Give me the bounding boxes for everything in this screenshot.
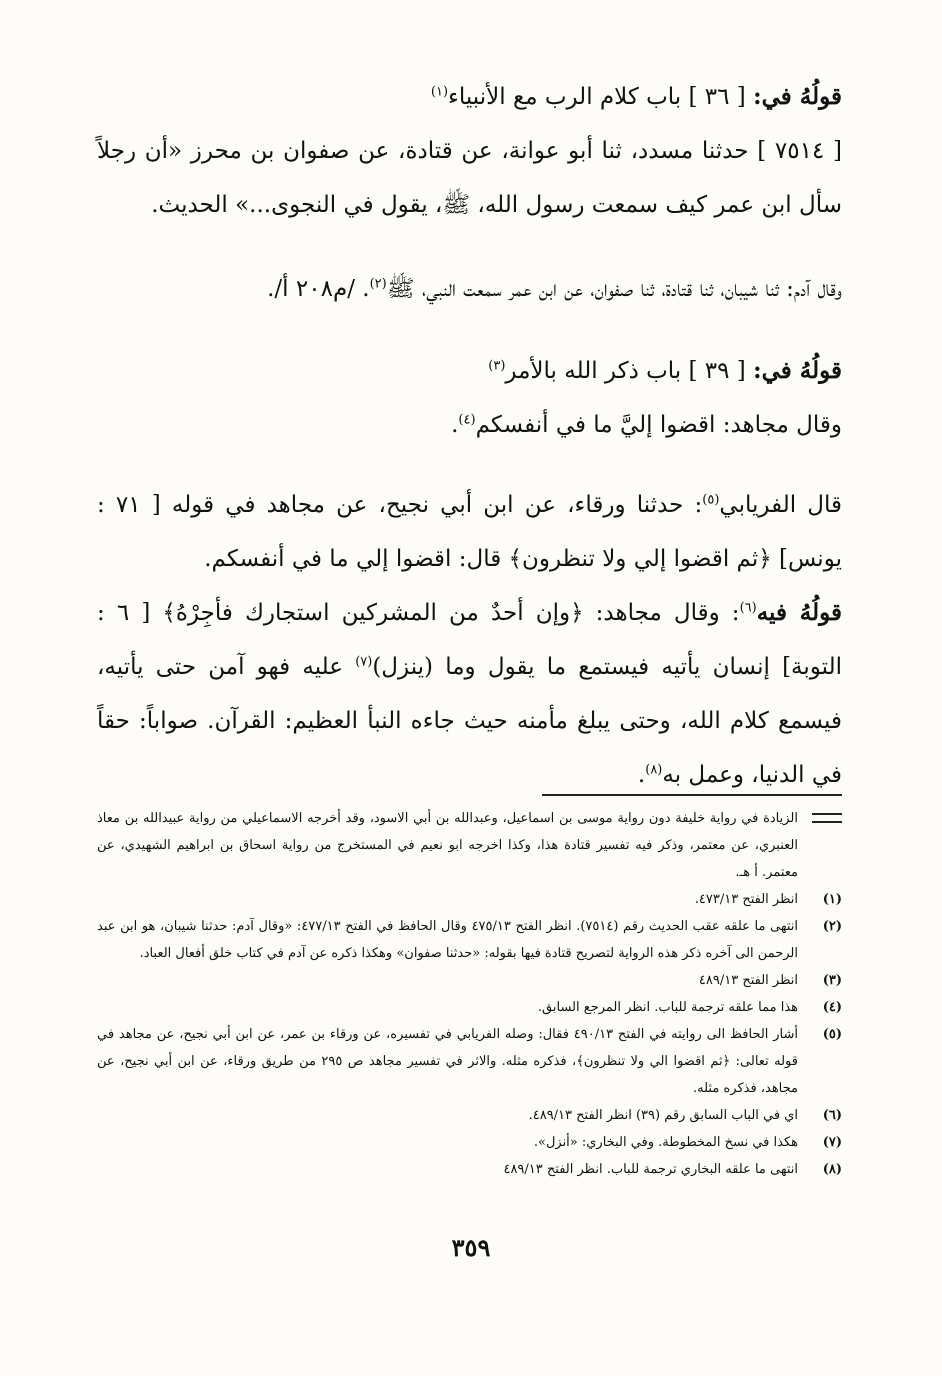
heading-label: قولُهُ في: bbox=[753, 357, 842, 384]
footnote-text: انتهى ما علقه البخاري ترجمة للباب. انظر الفتح ٤٨٩/١٣ bbox=[503, 1162, 798, 1177]
heading-text: [ ٣٩ ] باب ذكر الله بالأمر bbox=[505, 358, 754, 384]
page-number: ٣٥٩ bbox=[451, 1233, 491, 1262]
narration-text: : حدثنا ورقاء، عن ابن أبي نجيح، عن مجاهد في قوله [ ٧١ : يونس] ﴿ثم اقضوا إلي ولا تنظرون﴾ قال: اقضوا إلي ما في أنفسكم. bbox=[97, 492, 842, 572]
footnote-ref: (٦) bbox=[739, 600, 757, 616]
footnote-ref: (١) bbox=[430, 84, 449, 100]
footnote-text: أشار الحافظ الى روايته في الفتح ٤٩٠/١٣ فقال: وصله الفريابي في تفسيره، عن ورقاء بن عمر، عن ابن أبي نجيح، عن مجاهد في قوله تعالى: ﴿ثم اقضوا الي ولا تنظرون﴾، فذكره مثله. والاثر في تفسير مجاهد ص ٢٩٥ من طريق ورقاء، عن ابن أبي نجيح، عن مجاهد، فذكره مثله. bbox=[97, 1027, 798, 1096]
footnote-separator bbox=[542, 794, 842, 796]
footnote-8 bbox=[97, 1156, 842, 1183]
footnote-3 bbox=[97, 967, 842, 994]
narrator: قال الفريابي bbox=[719, 492, 842, 518]
heading-text: [ ٣٦ ] باب كلام الرب مع الأنبياء bbox=[448, 84, 754, 110]
footnote-ref: (٧) bbox=[355, 654, 373, 670]
footnote-ref: (٢) bbox=[369, 276, 387, 292]
commentary-text: : وقال مجاهد: ﴿وإن أحدٌ من المشركين استجارك فأجِرْهُ﴾ [ ٦ : التوبة] إنسان يأتيه فيستمع ما يقول وما (ينزل) bbox=[97, 600, 843, 680]
footnote-intro bbox=[97, 805, 842, 886]
footnote-number: (٦) bbox=[822, 1108, 842, 1123]
footnote-7 bbox=[97, 1129, 842, 1156]
statement-text: وقال مجاهد: اقضوا إليَّ ما في أنفسكم bbox=[475, 412, 842, 438]
main-text bbox=[97, 70, 842, 802]
commentary-text-cont: عليه فهو آمن حتى يأتيه، فيسمع كلام الله، وحتى يبلغ مأمنه حيث جاءه النبأ العظيم: القرآن. صواباً: حقاً في الدنيا، وعمل به bbox=[97, 654, 842, 788]
footnote-2 bbox=[97, 913, 842, 967]
punctuation: . bbox=[451, 412, 459, 438]
footnotes bbox=[97, 805, 842, 1183]
footnote-6 bbox=[97, 1102, 842, 1129]
footnote-ref: (٨) bbox=[645, 762, 663, 778]
footnote-number: (٨) bbox=[822, 1162, 842, 1177]
footnote-text: اي في الباب السابق رقم (٣٩) انظر الفتح ٤٨٩/١٣. bbox=[528, 1108, 798, 1123]
chapter-heading-39 bbox=[97, 344, 842, 398]
footnote-text: انظر الفتح ٤٧٣/١٣. bbox=[694, 892, 798, 907]
heading-label: قولُهُ فيه bbox=[756, 599, 842, 626]
narration-text: وقال آدم: ثنا شيبان، ثنا قتادة، ثنا صفوان، عن ابن عمر سمعت النبي، ﷺ bbox=[386, 276, 842, 302]
footnote-text: هكذا في نسخ المخطوطة. وفي البخاري: «أنزل». bbox=[533, 1135, 798, 1150]
footnote-number: (٢) bbox=[822, 919, 842, 934]
footnote-1 bbox=[97, 886, 842, 913]
mujahid-statement bbox=[97, 398, 842, 452]
hadith-7514: [ ٧٥١٤ ] حدثنا مسدد، ثنا أبو عوانة، عن قتادة، عن صفوان بن محرز «أن رجلاً سأل ابن عمر كيف سمعت رسول الله، ﷺ، يقول في النجوى...» الحديث. bbox=[97, 138, 842, 218]
chapter-heading-36 bbox=[97, 70, 842, 124]
footnote-text: انظر الفتح ٤٨٩/١٣ bbox=[698, 973, 798, 988]
footnote-number: (١) bbox=[822, 892, 842, 907]
footnote-ref: (٥) bbox=[702, 492, 720, 508]
adam-narration bbox=[97, 262, 842, 316]
footnote-ref: (٣) bbox=[488, 358, 506, 374]
firyabi-narration bbox=[97, 478, 842, 586]
footnote-ref: (٤) bbox=[458, 412, 476, 428]
footnote-text: الزيادة في رواية خليفة دون رواية موسى بن اسماعيل، وعبدالله بن أبي الاسود، وقد أخرجه الاسماعيلي من رواية عبيدالله بن معاذ العنبري، عن معتمر، وذكر فيه تفسير قتادة هذا، وكذا اخرجه ابو نعيم في المستخرج من رواية اسحاق بن ابراهيم الشهيدي، عن معتمر. أ هـ. bbox=[97, 811, 798, 880]
footnote-text: هذا مما علقه ترجمة للباب. انظر المرجع السابق. bbox=[537, 1000, 798, 1015]
footnote-number: (٧) bbox=[822, 1135, 842, 1150]
heading-label: قولُهُ في: bbox=[753, 83, 842, 110]
footnote-number: (٣) bbox=[822, 973, 842, 988]
double-line-mark bbox=[798, 805, 842, 886]
chapter-heading-fih bbox=[97, 586, 842, 802]
manuscript-marker: . /م٢٠٨ أ/. bbox=[267, 276, 370, 302]
footnote-number: (٥) bbox=[822, 1027, 842, 1042]
footnote-number: (٤) bbox=[822, 1000, 842, 1015]
footnote-4 bbox=[97, 994, 842, 1021]
footnote-text: انتهى ما علقه عقب الحديث رقم (٧٥١٤). انظر الفتح ٤٧٥/١٣ وقال الحافظ في الفتح ٤٧٧/١٣: «وقال آدم: حدثنا شيبان، هو ابن عبد الرحمن الى آخره ذكر هذه الرواية لتصريح قتادة فيها بقوله: «حدثنا صفوان» وهكذا ذكره عن آدم في كتاب خلق أفعال العباد. bbox=[97, 919, 798, 961]
footnote-5 bbox=[97, 1021, 842, 1102]
punctuation: . bbox=[637, 762, 646, 788]
